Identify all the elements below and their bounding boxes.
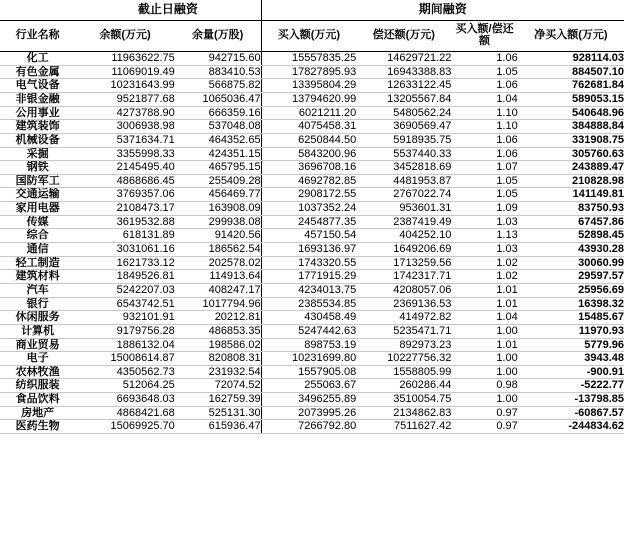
cell-volume: 231932.54 [175,365,261,379]
cell-buy: 457150.54 [261,229,356,243]
cell-repay: 3690569.47 [356,120,451,134]
cell-net: 331908.75 [518,133,624,147]
table-row [0,229,624,243]
cell-repay: 1558805.99 [356,365,451,379]
cell-ratio: 1.03 [451,215,517,229]
cell-net: 5779.96 [518,338,624,352]
cell-repay: 13205567.84 [356,93,451,107]
cell-industry: 公用事业 [0,106,75,120]
cell-volume: 1017794.96 [175,297,261,311]
cell-industry: 银行 [0,297,75,311]
cell-buy: 1557905.08 [261,365,356,379]
cell-balance: 3355998.33 [75,147,175,161]
cell-balance: 9179756.28 [75,324,175,338]
cell-balance: 3031061.16 [75,243,175,257]
cell-net: 305760.63 [518,147,624,161]
cell-balance: 1886132.04 [75,338,175,352]
cell-net: -13798.85 [518,393,624,407]
cell-industry: 食品饮料 [0,393,75,407]
column-header-volume: 余量(万股) [175,20,261,51]
table-row [0,420,624,434]
cell-buy: 1037352.24 [261,202,356,216]
cell-balance: 1621733.12 [75,256,175,270]
cell-repay: 4481953.87 [356,174,451,188]
cell-industry: 房地产 [0,406,75,420]
cell-net: 243889.47 [518,161,624,175]
cell-industry: 计算机 [0,324,75,338]
cell-industry: 交通运输 [0,188,75,202]
cell-ratio: 1.10 [451,106,517,120]
cell-net: 67457.86 [518,215,624,229]
cell-industry: 化工 [0,52,75,66]
cell-balance: 1849526.81 [75,270,175,284]
column-header-row [0,20,624,51]
cell-balance: 4868686.45 [75,174,175,188]
cell-balance: 11963622.75 [75,52,175,66]
cell-repay: 1742317.71 [356,270,451,284]
cell-balance: 9521877.68 [75,93,175,107]
cell-industry: 电子 [0,352,75,366]
table-row [0,297,624,311]
cell-net: 52898.45 [518,229,624,243]
table-row [0,243,624,257]
cell-volume: 537048.08 [175,120,261,134]
cell-balance: 10231643.99 [75,79,175,93]
table-row [0,106,624,120]
table-row [0,202,624,216]
cell-volume: 465795.15 [175,161,261,175]
cell-ratio: 1.10 [451,120,517,134]
cell-net: 29597.57 [518,270,624,284]
cell-buy: 13395804.29 [261,79,356,93]
cell-balance: 6543742.51 [75,297,175,311]
cell-industry: 非银金融 [0,93,75,107]
cell-net: 884507.10 [518,65,624,79]
cell-repay: 4208057.06 [356,283,451,297]
cell-net: -244834.62 [518,420,624,434]
cell-industry: 医药生物 [0,420,75,434]
cell-net: 3943.48 [518,352,624,366]
cell-buy: 5843200.96 [261,147,356,161]
cell-buy: 4692782.85 [261,174,356,188]
cell-net: 762681.84 [518,79,624,93]
cell-repay: 2134862.83 [356,406,451,420]
table-row [0,352,624,366]
cell-balance: 11069019.49 [75,65,175,79]
cell-industry: 传媒 [0,215,75,229]
cell-balance: 15008614.87 [75,352,175,366]
table-row [0,393,624,407]
table-row [0,256,624,270]
cell-repay: 5480562.24 [356,106,451,120]
cell-industry: 综合 [0,229,75,243]
cell-volume: 114913.64 [175,270,261,284]
cell-ratio: 1.00 [451,365,517,379]
column-header-industry: 行业名称 [0,20,75,51]
cell-industry: 轻工制造 [0,256,75,270]
column-header-ratio: 买入额/偿还额 [451,20,517,51]
cell-buy: 6021211.20 [261,106,356,120]
table-row [0,311,624,325]
table-row [0,133,624,147]
table-row [0,174,624,188]
cell-repay: 953601.31 [356,202,451,216]
cell-volume: 162759.39 [175,393,261,407]
cell-ratio: 1.00 [451,324,517,338]
table-row [0,338,624,352]
cell-net: -5222.77 [518,379,624,393]
cell-industry: 钢铁 [0,161,75,175]
cell-volume: 299938.08 [175,215,261,229]
cell-ratio: 0.97 [451,406,517,420]
table-row [0,93,624,107]
cell-industry: 建筑材料 [0,270,75,284]
cell-volume: 464352.65 [175,133,261,147]
cell-net: 15485.67 [518,311,624,325]
column-header-net: 净买入额(万元) [518,20,624,51]
column-header-repay: 偿还额(万元) [356,20,451,51]
cell-industry: 电气设备 [0,79,75,93]
table-row [0,161,624,175]
cell-volume: 163908.09 [175,202,261,216]
table-row [0,120,624,134]
cell-volume: 820808.31 [175,352,261,366]
cell-buy: 4075458.31 [261,120,356,134]
cell-buy: 15557835.25 [261,52,356,66]
cell-ratio: 1.13 [451,229,517,243]
cell-ratio: 1.02 [451,256,517,270]
cell-repay: 14629721.22 [356,52,451,66]
cell-repay: 5235471.71 [356,324,451,338]
cell-volume: 198586.02 [175,338,261,352]
cell-industry: 家用电器 [0,202,75,216]
cell-volume: 20212.81 [175,311,261,325]
cell-ratio: 1.05 [451,65,517,79]
cell-volume: 91420.56 [175,229,261,243]
cell-repay: 3510054.75 [356,393,451,407]
column-header-balance: 余额(万元) [75,20,175,51]
cell-ratio: 1.06 [451,52,517,66]
cell-net: 589053.15 [518,93,624,107]
cell-volume: 456469.77 [175,188,261,202]
cell-repay: 260286.44 [356,379,451,393]
group-header-blank [0,0,75,20]
cell-balance: 3769357.06 [75,188,175,202]
cell-buy: 2073995.26 [261,406,356,420]
cell-volume: 408247.17 [175,283,261,297]
cell-balance: 4350562.73 [75,365,175,379]
table-body [0,52,624,434]
cell-buy: 6250844.50 [261,133,356,147]
table-row [0,215,624,229]
cell-buy: 3496255.89 [261,393,356,407]
cell-net: 928114.03 [518,52,624,66]
cell-ratio: 1.00 [451,393,517,407]
cell-volume: 424351.15 [175,147,261,161]
cell-repay: 5918935.75 [356,133,451,147]
cell-buy: 1693136.97 [261,243,356,257]
cell-ratio: 1.01 [451,338,517,352]
group-header-cutoff: 截止日融资 [75,0,261,20]
cell-balance: 4273788.90 [75,106,175,120]
cell-net: 11970.93 [518,324,624,338]
cell-ratio: 1.09 [451,202,517,216]
cell-net: 16398.32 [518,297,624,311]
table-row [0,379,624,393]
cell-repay: 404252.10 [356,229,451,243]
cell-repay: 2369136.53 [356,297,451,311]
cell-buy: 17827895.93 [261,65,356,79]
cell-ratio: 1.05 [451,188,517,202]
table-row [0,270,624,284]
cell-buy: 10231699.80 [261,352,356,366]
cell-repay: 2387419.49 [356,215,451,229]
cell-ratio: 1.01 [451,297,517,311]
cell-volume: 615936.47 [175,420,261,434]
cell-repay: 10227756.32 [356,352,451,366]
cell-ratio: 1.03 [451,243,517,257]
cell-repay: 414972.82 [356,311,451,325]
cell-balance: 2108473.17 [75,202,175,216]
cell-balance: 618131.89 [75,229,175,243]
cell-industry: 采掘 [0,147,75,161]
cell-buy: 5247442.63 [261,324,356,338]
cell-buy: 3696708.16 [261,161,356,175]
cell-industry: 机械设备 [0,133,75,147]
cell-ratio: 0.97 [451,420,517,434]
table-row [0,79,624,93]
cell-balance: 3619532.88 [75,215,175,229]
table-row [0,188,624,202]
table-row [0,365,624,379]
cell-volume: 525131.30 [175,406,261,420]
table-row [0,283,624,297]
table-row [0,406,624,420]
cell-volume: 72074.52 [175,379,261,393]
column-header-buy: 买入额(万元) [261,20,356,51]
cell-ratio: 1.06 [451,147,517,161]
cell-buy: 13794620.99 [261,93,356,107]
cell-buy: 1743320.55 [261,256,356,270]
cell-balance: 5242207.03 [75,283,175,297]
cell-industry: 建筑装饰 [0,120,75,134]
cell-industry: 国防军工 [0,174,75,188]
cell-buy: 2454877.35 [261,215,356,229]
cell-buy: 4234013.75 [261,283,356,297]
cell-industry: 汽车 [0,283,75,297]
cell-volume: 1065036.47 [175,93,261,107]
cell-industry: 纺织服装 [0,379,75,393]
cell-net: 83750.93 [518,202,624,216]
cell-repay: 12633122.45 [356,79,451,93]
cell-net: 540648.96 [518,106,624,120]
cell-net: 141149.81 [518,188,624,202]
cell-industry: 有色金属 [0,65,75,79]
cell-balance: 932101.91 [75,311,175,325]
cell-balance: 4868421.68 [75,406,175,420]
cell-volume: 255409.28 [175,174,261,188]
cell-balance: 5371634.71 [75,133,175,147]
cell-balance: 512064.25 [75,379,175,393]
cell-industry: 商业贸易 [0,338,75,352]
cell-balance: 15069925.70 [75,420,175,434]
cell-ratio: 1.06 [451,133,517,147]
table-row [0,147,624,161]
cell-net: 25956.69 [518,283,624,297]
cell-repay: 7511627.42 [356,420,451,434]
cell-industry: 休闲服务 [0,311,75,325]
cell-buy: 430458.49 [261,311,356,325]
cell-volume: 942715.60 [175,52,261,66]
cell-net: 43930.28 [518,243,624,257]
cell-repay: 1649206.69 [356,243,451,257]
cell-ratio: 1.00 [451,352,517,366]
cell-ratio: 1.06 [451,79,517,93]
cell-ratio: 1.05 [451,174,517,188]
cell-buy: 1771915.29 [261,270,356,284]
cell-balance: 2145495.40 [75,161,175,175]
cell-net: 384888.84 [518,120,624,134]
table-row [0,65,624,79]
cell-volume: 566875.82 [175,79,261,93]
cell-net: -60867.57 [518,406,624,420]
cell-net: 30060.99 [518,256,624,270]
cell-repay: 892973.23 [356,338,451,352]
cell-industry: 通信 [0,243,75,257]
cell-ratio: 1.07 [451,161,517,175]
cell-repay: 5537440.33 [356,147,451,161]
group-header-period: 期间融资 [261,0,624,20]
cell-repay: 16943388.83 [356,65,451,79]
cell-volume: 186562.54 [175,243,261,257]
cell-buy: 2908172.55 [261,188,356,202]
cell-repay: 2767022.74 [356,188,451,202]
cell-repay: 3452818.69 [356,161,451,175]
cell-ratio: 1.01 [451,283,517,297]
table-row [0,324,624,338]
cell-buy: 898753.19 [261,338,356,352]
cell-balance: 3006938.98 [75,120,175,134]
cell-ratio: 1.04 [451,311,517,325]
cell-ratio: 0.98 [451,379,517,393]
cell-net: 210828.98 [518,174,624,188]
cell-buy: 2385534.85 [261,297,356,311]
cell-volume: 666359.16 [175,106,261,120]
cell-volume: 883410.53 [175,65,261,79]
cell-volume: 202578.02 [175,256,261,270]
cell-buy: 7266792.80 [261,420,356,434]
cell-ratio: 1.04 [451,93,517,107]
cell-balance: 6693648.03 [75,393,175,407]
cell-repay: 1713259.56 [356,256,451,270]
table-header [0,0,624,52]
table-row [0,52,624,66]
cell-buy: 255063.67 [261,379,356,393]
group-header-row [0,0,624,20]
cell-industry: 农林牧渔 [0,365,75,379]
cell-volume: 486853.35 [175,324,261,338]
cell-ratio: 1.02 [451,270,517,284]
cell-net: -900.91 [518,365,624,379]
